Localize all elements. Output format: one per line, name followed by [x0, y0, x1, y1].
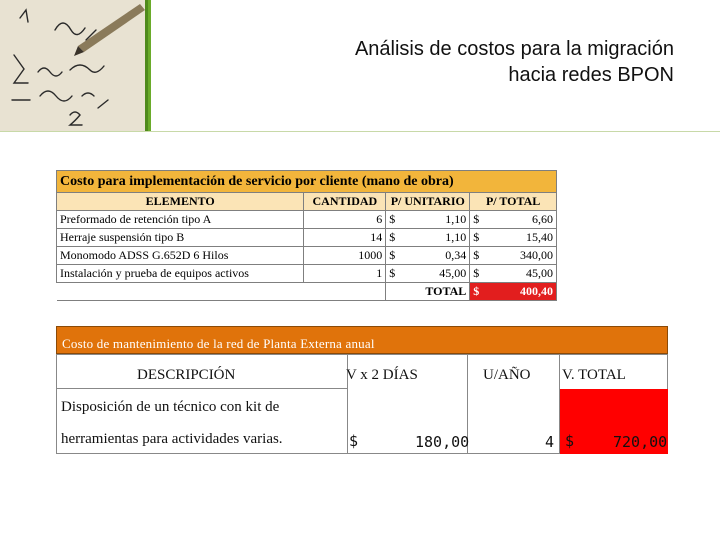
cell-cantidad: 14 [304, 229, 386, 247]
row-divider [57, 388, 347, 389]
cell-elemento: Preformado de retención tipo A [57, 211, 304, 229]
maintenance-cost-table [56, 354, 668, 454]
maintenance-desc-line2: herramientas para actividades varias. [61, 431, 283, 447]
implementation-cost-title-row [57, 171, 557, 193]
cell-cantidad: 1000 [304, 247, 386, 265]
cell-total-price: 340,00 [486, 247, 557, 265]
title-area [151, 0, 720, 131]
implementation-cost-table [56, 170, 557, 301]
cell-unit-currency: $ [386, 229, 404, 247]
column-divider [559, 355, 560, 454]
cell-unit-currency: $ [386, 247, 404, 265]
cell-unit-price: 0,34 [404, 247, 470, 265]
total-spacer [57, 283, 386, 301]
total-value: 400,40 [486, 283, 557, 301]
cell-cantidad: 6 [304, 211, 386, 229]
cell-total-currency: $ [470, 211, 486, 229]
cell-unit-currency: $ [386, 265, 404, 283]
cell-unit-currency: $ [386, 211, 404, 229]
cell-elemento: Instalación y prueba de equipos activos [57, 265, 304, 283]
formula-sketch-icon [0, 0, 145, 131]
maintenance-value-currency: $ [349, 432, 359, 450]
header-total: P/ TOTAL [470, 193, 557, 211]
cell-unit-price: 1,10 [404, 211, 470, 229]
cell-elemento: Monomodo ADSS G.652D 6 Hilos [57, 247, 304, 265]
header-divider [0, 131, 720, 132]
header-valor-dias: V x 2 DÍAS [346, 367, 418, 383]
table-row [57, 229, 557, 247]
cell-elemento: Herraje suspensión tipo B [57, 229, 304, 247]
slide-title [204, 36, 674, 88]
implementation-cost-title: Costo para implementación de servicio por cliente (mano de obra) [57, 171, 557, 193]
maintenance-value: 180,00 [415, 433, 470, 451]
slide-header [0, 0, 720, 131]
cell-total-currency: $ [470, 229, 486, 247]
header-unitario: P/ UNITARIO [386, 193, 470, 211]
header-valor-total: V. TOTAL [562, 367, 626, 383]
total-row [57, 283, 557, 301]
implementation-cost-header-row [57, 193, 557, 211]
maintenance-cost-title: Costo de mantenimiento de la red de Planta Externa anual [56, 326, 668, 354]
slide-title-line2: hacia redes BPON [508, 64, 674, 86]
table-row [57, 265, 557, 283]
maintenance-units: 4 [545, 433, 555, 451]
header-unidades-ano: U/AÑO [483, 367, 531, 383]
cell-total-price: 15,40 [486, 229, 557, 247]
cell-cantidad: 1 [304, 265, 386, 283]
table-row [57, 247, 557, 265]
header-cantidad: CANTIDAD [304, 193, 386, 211]
cell-unit-price: 45,00 [404, 265, 470, 283]
maintenance-desc-line1: Disposición de un técnico con kit de [61, 399, 280, 415]
header-descripcion: DESCRIPCIÓN [137, 367, 236, 383]
cell-total-price: 6,60 [486, 211, 557, 229]
cell-total-currency: $ [470, 247, 486, 265]
math-formula-photo [0, 0, 148, 131]
total-label: TOTAL [386, 283, 470, 301]
slide-title-line1: Análisis de costos para la migración [354, 38, 674, 60]
cell-unit-price: 1,10 [404, 229, 470, 247]
maintenance-total-currency: $ [565, 432, 575, 450]
maintenance-total: 720,00 [613, 433, 668, 451]
cell-total-currency: $ [470, 265, 486, 283]
cell-total-price: 45,00 [486, 265, 557, 283]
header-elemento: ELEMENTO [57, 193, 304, 211]
total-currency: $ [470, 283, 486, 301]
table-row [57, 211, 557, 229]
